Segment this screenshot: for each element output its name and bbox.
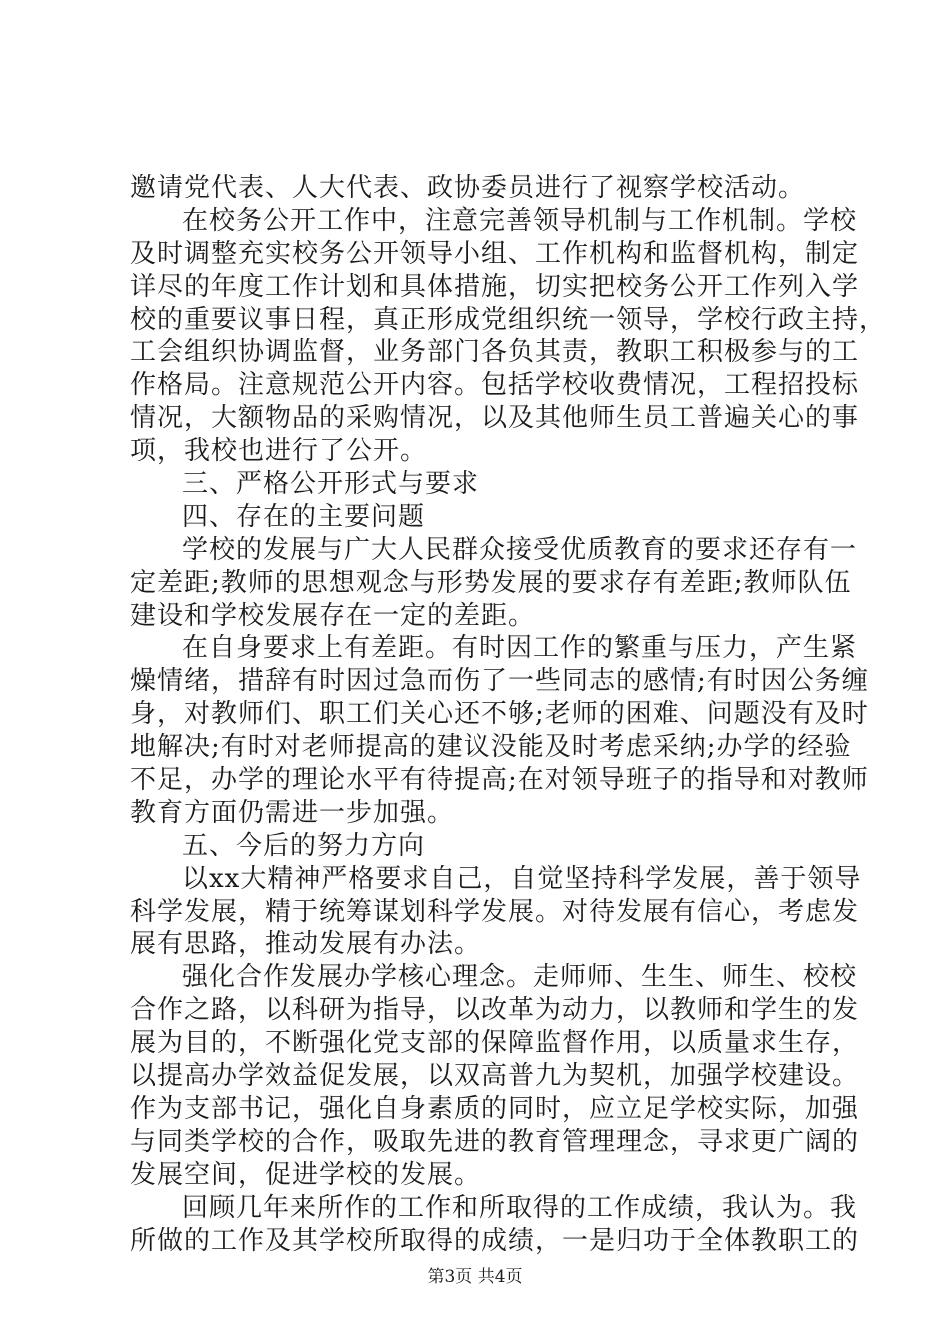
text-line: 工会组织协调监督，业务部门各负其责，教职工积极参与的工 bbox=[130, 337, 860, 368]
text-line: 项，我校也进行了公开。 bbox=[130, 436, 428, 467]
text-line: 教育方面仍需进一步加强。 bbox=[130, 797, 455, 828]
page-number-footer: 第3页 共4页 bbox=[427, 1267, 523, 1287]
text-line: 建设和学校发展存在一定的差距。 bbox=[130, 600, 536, 631]
text-line: 强化合作发展办学核心理念。走师师、生生、师生、校校 bbox=[182, 962, 858, 993]
text-line: 发展空间，促进学校的发展。 bbox=[130, 1159, 482, 1190]
text-line: 地解决;有时对老师提高的建议没能及时考虑采纳;办学的经验 bbox=[130, 732, 852, 763]
text-line: 以xx大精神严格要求自己，自觉坚持科学发展，善于领导 bbox=[182, 863, 862, 894]
text-line: 燥情绪，措辞有时因过急而伤了一些同志的感情;有时因公务缠 bbox=[130, 666, 869, 697]
section-heading: 四、存在的主要问题 bbox=[182, 501, 426, 532]
text-line: 在校务公开工作中，注意完善领导机制与工作机制。学校 bbox=[182, 205, 858, 236]
text-line: 身，对教师们、职工们关心还不够;老师的困难、问题没有及时 bbox=[130, 699, 869, 730]
text-line: 展为目的，不断强化党支部的保障监督作用，以质量求生存， bbox=[130, 1028, 860, 1059]
text-line: 详尽的年度工作计划和具体措施，切实把校务公开工作列入学 bbox=[130, 271, 860, 302]
text-line: 作为支部书记，强化自身素质的同时，应立足学校实际，加强 bbox=[130, 1093, 860, 1124]
text-line: 合作之路，以科研为指导，以改革为动力，以教师和学生的发 bbox=[130, 995, 860, 1026]
text-line: 回顾几年来所作的工作和所取得的工作成绩，我认为。我 bbox=[182, 1192, 858, 1223]
text-line: 及时调整充实校务公开领导小组、工作机构和监督机构，制定 bbox=[130, 238, 860, 269]
section-heading: 五、今后的努力方向 bbox=[182, 830, 426, 861]
text-line: 与同类学校的合作，吸取先进的教育管理理念，寻求更广阔的 bbox=[130, 1126, 860, 1157]
text-line: 所做的工作及其学校所取得的成绩，一是归功于全体教职工的 bbox=[130, 1225, 860, 1256]
text-line: 定差距;教师的思想观念与形势发展的要求存有差距;教师队伍 bbox=[130, 567, 852, 598]
text-line: 邀请党代表、人大代表、政协委员进行了视察学校活动。 bbox=[130, 173, 806, 203]
text-line: 校的重要议事日程，真正形成党组织统一领导，学校行政主持， bbox=[130, 304, 887, 335]
document-body bbox=[130, 172, 887, 1257]
text-line: 科学发展，精于统筹谋划科学发展。对待发展有信心，考虑发 bbox=[130, 896, 860, 927]
text-line: 作格局。注意规范公开内容。包括学校收费情况，工程招投标 bbox=[130, 370, 860, 401]
text-line: 以提高办学效益促发展，以双高普九为契机，加强学校建设。 bbox=[130, 1061, 860, 1092]
text-line: 学校的发展与广大人民群众接受优质教育的要求还存有一 bbox=[182, 534, 858, 565]
text-line: 在自身要求上有差距。有时因工作的繁重与压力，产生紧 bbox=[182, 633, 858, 664]
text-line: 不足，办学的理论水平有待提高;在对领导班子的指导和对教师 bbox=[130, 765, 869, 796]
text-line: 展有思路，推动发展有办法。 bbox=[130, 929, 482, 960]
text-line: 情况，大额物品的采购情况，以及其他师生员工普遍关心的事 bbox=[130, 403, 860, 434]
section-heading: 三、严格公开形式与要求 bbox=[182, 469, 480, 500]
